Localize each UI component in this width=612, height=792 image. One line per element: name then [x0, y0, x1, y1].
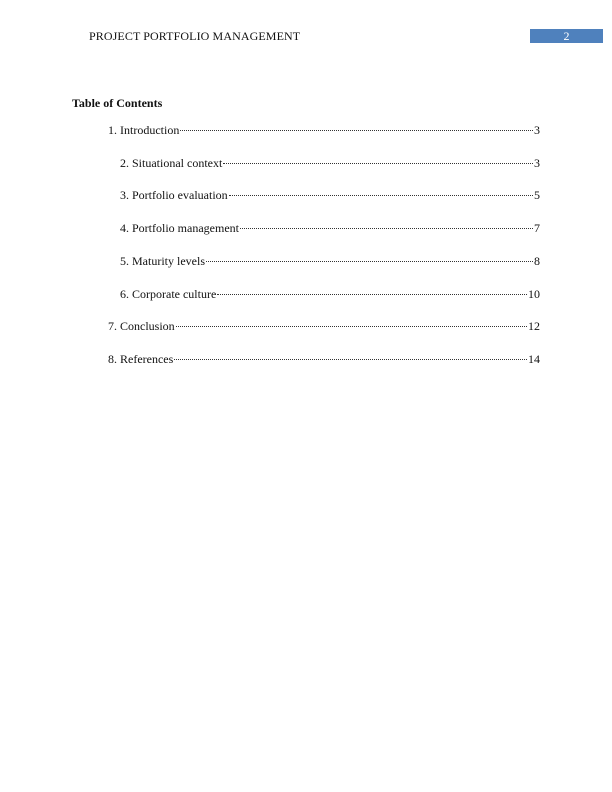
toc-entry[interactable] — [120, 254, 540, 268]
toc-entry-title: 3. Portfolio evaluation — [120, 188, 228, 203]
toc-entry[interactable] — [120, 188, 540, 202]
toc-entry-page-number: 14 — [528, 351, 540, 366]
toc-dot-leader — [174, 359, 527, 360]
toc-entry-title: 6. Corporate culture — [120, 286, 217, 301]
toc-entry-title: 1. Introduction — [108, 123, 180, 137]
toc-entry-title: 5. Maturity levels — [120, 253, 205, 268]
toc-dot-leader — [217, 294, 527, 295]
toc-entry-page-number: 8 — [534, 253, 540, 268]
toc-dot-leader — [223, 163, 533, 164]
toc-heading: Table of Contents — [72, 96, 163, 110]
toc-entry-page-number: 10 — [528, 286, 540, 301]
toc-entry-title: 8. References — [108, 351, 174, 366]
toc-entry-page-number: 7 — [534, 221, 540, 236]
toc-entry-title: 4. Portfolio management — [120, 221, 239, 236]
toc-entry-page-number: 12 — [528, 319, 540, 334]
toc-entry[interactable] — [120, 221, 540, 235]
toc-entry-page-number: 3 — [534, 123, 540, 137]
toc-dot-leader — [240, 228, 533, 229]
toc-entry[interactable] — [120, 156, 540, 170]
toc-entry-title: 7. Conclusion — [108, 319, 175, 334]
toc-entry-page-number: 3 — [534, 155, 540, 170]
toc-entry-title: 2. Situational context — [120, 155, 223, 170]
toc-dot-leader — [206, 261, 533, 262]
running-head: PROJECT PORTFOLIO MANAGEMENT — [89, 29, 301, 43]
toc-entry[interactable] — [108, 319, 540, 333]
toc-dot-leader — [176, 326, 527, 327]
toc-entry[interactable] — [120, 287, 540, 301]
toc-entry[interactable] — [108, 123, 540, 137]
page-number-badge: 2 — [530, 29, 603, 43]
toc-dot-leader — [180, 130, 533, 131]
toc-entry[interactable] — [108, 352, 540, 366]
toc-dot-leader — [229, 195, 533, 196]
toc-entry-page-number: 5 — [534, 188, 540, 203]
